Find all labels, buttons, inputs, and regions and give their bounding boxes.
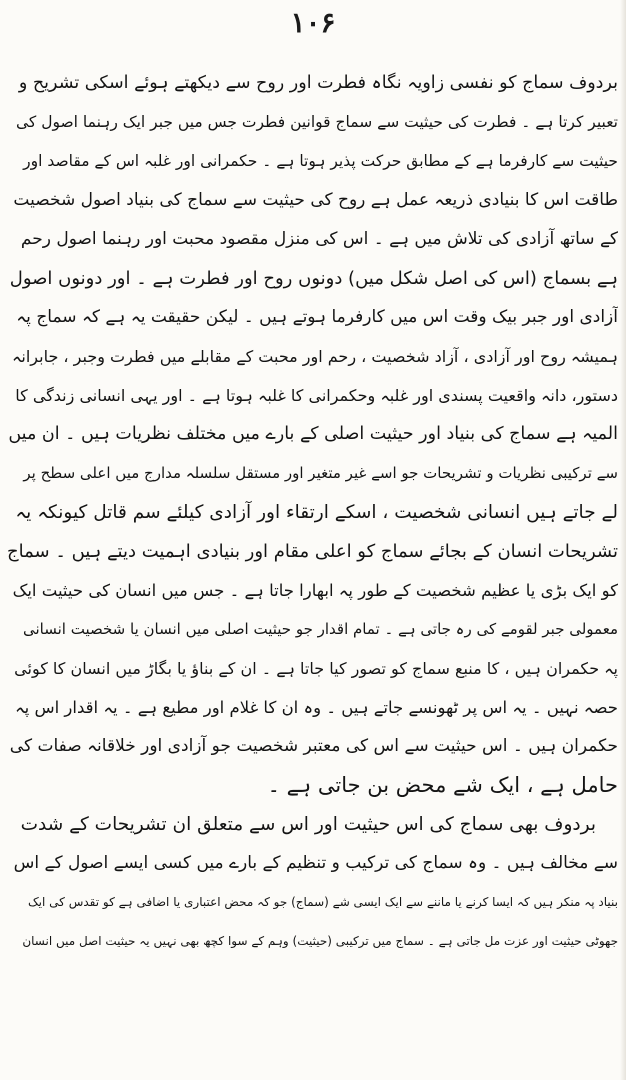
- text-line: طاقت اس کا بنیادی ذریعہ عمل ہے روح کی حیثیت سے سماج کی بنیاد اصول شخصیت: [13, 190, 618, 210]
- text-line: حصہ نہیں ۔ یہ اس پر ٹھونسے جاتے ہیں ۔ وہ ان کا غلام اور مطیع ہے ۔ یہ اقدار اس پہ: [14, 698, 618, 717]
- text-line: سے ترکیبی نظریات و تشریحات جو اسے غیر متغیر اور مستقل سلسلہ مدارج میں اعلی سطح پر: [23, 464, 618, 482]
- text-line: حکمران ہیں ۔ اس حیثیت سے اس کی معتبر شخصیت جو آزادی اور خلاقانہ صفات کی: [9, 736, 618, 756]
- text-line: ہمیشہ روح اور آزادی ، آزاد شخصیت ، رحم اور محبت کے مقابلے میں فطرت وجبر ، جابرانہ: [12, 347, 618, 366]
- page-edge-shadow: [620, 0, 626, 1080]
- text-line: بردوف سماج کو نفسی زاویہ نگاہ فطرت اور روح سے دیکھتے ہوئے اسکی تشریح و: [18, 73, 618, 93]
- text-line: حامل ہے ، ایک شے محض بن جاتی ہے ۔: [267, 773, 618, 797]
- text-line: ہے بسماج (اس کی اصل شکل میں) دونوں روح اور فطرت ہے ۔ اور دونوں اصول: [9, 268, 618, 289]
- text-line: آزادی اور جبر بیک وقت اس میں کارفرما ہوتے ہیں ۔ لیکن حقیقت یہ ہے کہ سماج پہ: [16, 307, 618, 327]
- text-line: جھوٹی حیثیت اور عزت مل جاتی ہے ۔ سماج میں ترکیبی (حیثیت) وہم کے سوا کچھ بھی نہیں یہ حیثیت اصل میں انسان: [22, 934, 618, 948]
- page-number: ۱۰۶: [290, 6, 336, 39]
- text-line: دستور، دانہ واقعیت پسندی اور غلبہ وحکمرانی کا غلبہ ہوتا ہے ۔ اور یہی انسانی زندگی کا: [15, 386, 618, 405]
- text-line: لے جاتے ہیں انسانی شخصیت ، اسکے ارتقاء اور آزادی کیلئے سم قاتل کیونکہ یہ: [15, 502, 618, 523]
- text-line: تشریحات انسان کے بجائے سماج کو اعلی مقام اور بنیادی اہمیت دیتے ہیں ۔ سماج: [7, 541, 618, 562]
- text-line: کے ساتھ آزادی کی تلاش میں ہے ۔ اس کی منزل مقصود محبت اور رہنما اصول رحم: [20, 229, 618, 249]
- text-line: معمولی جبر لقومے کی رہ جاتی ہے ۔ تمام اقدار جو حیثیت اصلی میں انسان یا شخصیت انسانی: [22, 620, 618, 638]
- text-line: المیہ ہے سماج کی بنیاد اور حیثیت اصلی کے بارے میں مختلف نظریات ہیں ۔ ان میں: [8, 424, 618, 444]
- body-text: [6, 64, 618, 961]
- text-line: حیثیت سے کارفرما ہے کے مطابق حرکت پذیر ہوتا ہے ۔ حکمرانی اور غلبہ اس کے مقاصد اور: [23, 152, 618, 170]
- text-line: بردوف بھی سماج کی اس حیثیت اور اس سے متعلق ان تشریحات کے شدت: [20, 814, 596, 835]
- text-line: بنیاد پہ منکر ہیں کہ ایسا کرنے یا ماننے سے ایک ایسی شے (سماج) جو کہ محض اعتباری یا اضافی ہے کو تقدس کی ایک: [27, 895, 618, 909]
- text-line: تعبیر کرتا ہے ۔ فطرت کی حیثیت سے سماج قوانین فطرت جس میں جبر ایک رہنما اصول کی: [16, 113, 618, 131]
- text-line: کو ایک بڑی یا عظیم شخصیت کے طور پہ ابھارا جاتا ہے ۔ جس میں انسان کی حیثیت ایک: [12, 581, 618, 600]
- text-line: سے مخالف ہیں ۔ وہ سماج کی ترکیب و تنظیم کے بارے میں کسی ایسے اصول کے اس: [13, 853, 618, 873]
- text-line: پہ حکمران ہیں ، کا منبع سماج کو تصور کیا جاتا ہے ۔ ان کے بناؤ یا بگاڑ میں انسان کا کوئی: [14, 659, 618, 678]
